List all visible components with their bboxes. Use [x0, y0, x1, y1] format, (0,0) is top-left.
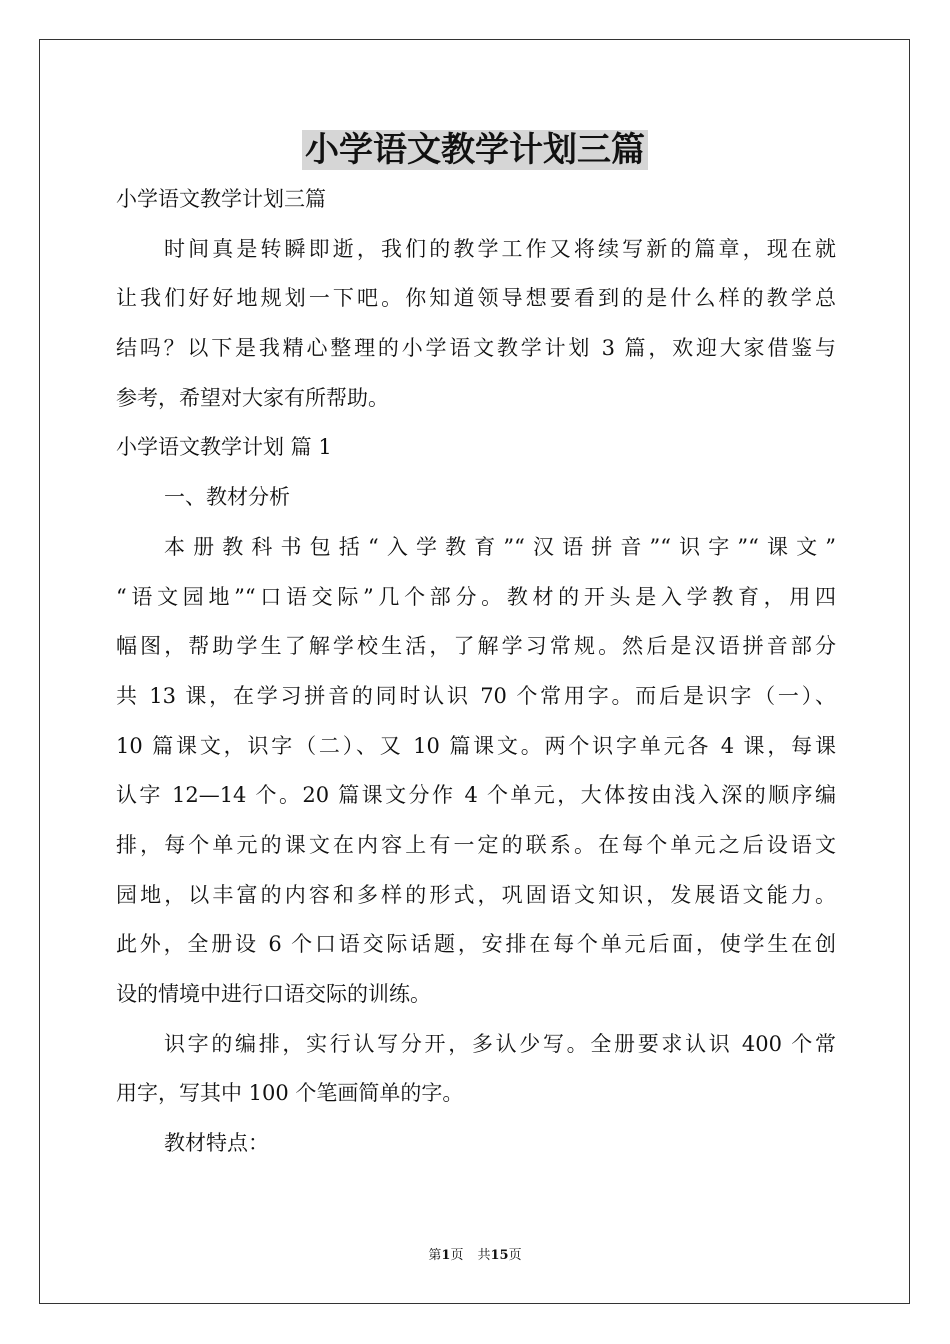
- paragraph-line: 排，每个单元的课文在内容上有一定的联系。在每个单元之后设语文: [116, 832, 836, 857]
- paragraph-line: 幅图，帮助学生了解学校生活，了解学习常规。然后是汉语拼音部分: [116, 634, 836, 659]
- total-label-prefix: 共: [477, 1248, 491, 1263]
- paragraph-line: 设的情境中进行口语交际的训练。: [116, 982, 431, 1006]
- paragraph-line: 共 13 课，在学习拼音的同时认识 70 个常用字。而后是识字（一）、: [116, 683, 836, 708]
- intro-line: 结吗？以下是我精心整理的小学语文教学计划 3 篇，欢迎大家借鉴与: [116, 336, 836, 361]
- section-heading: 小学语文教学计划 篇 1: [116, 435, 332, 460]
- intro-line: 参考，希望对大家有所帮助。: [116, 385, 389, 410]
- paragraph-line: 本册教科书包括“入学教育”“汉语拼音”“识字”“课文”: [164, 534, 836, 559]
- intro-line: 时间真是转瞬即逝，我们的教学工作又将续写新的篇章，现在就: [164, 236, 836, 261]
- document-title-text: 小学语文教学计划三篇: [302, 130, 648, 170]
- paragraph-line: “语文园地”“口语交际”几个部分。教材的开头是入学教育，用四: [116, 584, 836, 609]
- document-title: [0, 126, 950, 174]
- page-footer: [0, 1246, 950, 1266]
- page-total: 15: [490, 1248, 509, 1263]
- paragraph-line: 识字的编排，实行认写分开，多认少写。全册要求认识 400 个常: [164, 1031, 836, 1056]
- total-label-suffix: 页: [508, 1248, 522, 1263]
- subsection-heading: 一、教材分析: [164, 485, 290, 510]
- intro-line: 让我们好好地规划一下吧。你知道领导想要看到的是什么样的教学总: [116, 286, 836, 311]
- page-label-suffix: 页: [450, 1248, 464, 1263]
- paragraph-line: 用字，写其中 100 个笔画简单的字。: [116, 1081, 464, 1106]
- subtitle-line: 小学语文教学计划三篇: [116, 187, 326, 211]
- paragraph-line: 此外，全册设 6 个口语交际话题，安排在每个单元后面，使学生在创: [116, 932, 836, 957]
- paragraph-line: 园地，以丰富的内容和多样的形式，巩固语文知识，发展语文能力。: [116, 882, 836, 907]
- page-label-prefix: 第: [428, 1248, 442, 1263]
- paragraph-line: 10 篇课文，识字（二）、又 10 篇课文。两个识字单元各 4 课，每课: [116, 733, 836, 758]
- document-body: [116, 175, 836, 1169]
- paragraph-line: 认字 12—14 个。20 篇课文分作 4 个单元，大体按由浅入深的顺序编: [116, 783, 836, 808]
- page-current: 1: [441, 1248, 451, 1263]
- paragraph-line: 教材特点：: [164, 1131, 269, 1156]
